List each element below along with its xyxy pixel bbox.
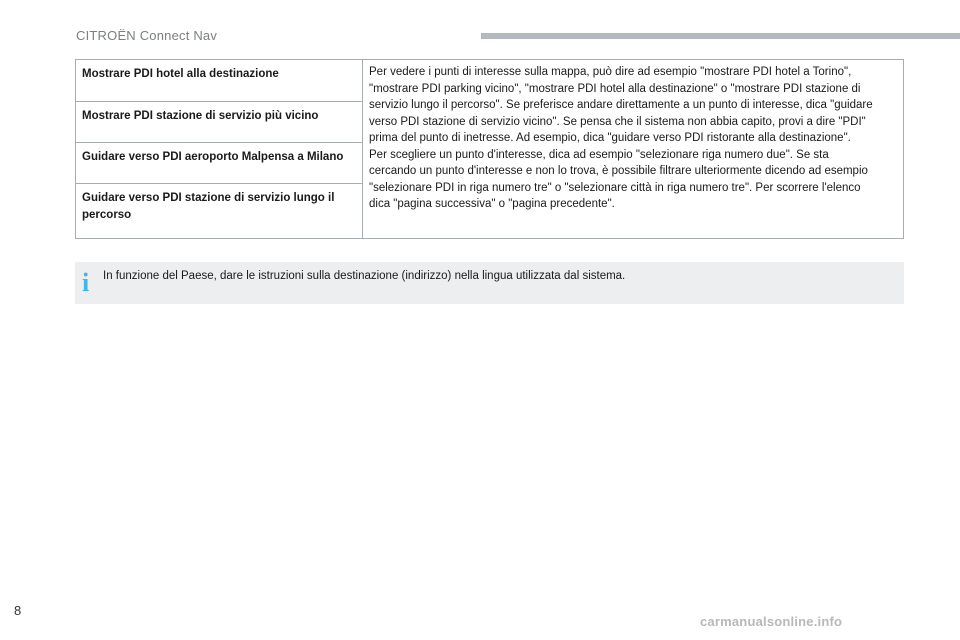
command-cell: Mostrare PDI stazione di servizio più vicino: [76, 102, 363, 143]
description-line: prima del punto di inetresse. Ad esempio, dica "guidare verso PDI ristorante alla destinazione".: [369, 132, 851, 144]
watermark: carmanualsonline.info: [700, 614, 843, 629]
description-line: "selezionare PDI in riga numero tre" o "selezionare città in riga numero tre". Per scorrere l'elenco: [369, 181, 861, 194]
command-cell: Guidare verso PDI aeroporto Malpensa a Milano: [76, 143, 363, 184]
note-text: In funzione del Paese, dare le istruzioni sulla destinazione (indirizzo) nella lingua utilizzata dal sistema.: [103, 270, 626, 282]
voice-commands-table: [75, 59, 904, 239]
info-note: [75, 262, 904, 304]
description-line: dica "pagina successiva" o "pagina precedente".: [369, 198, 615, 210]
description-line: Per vedere i punti di interesse sulla mappa, può dire ad esempio "mostrare PDI hotel a Torino",: [369, 66, 852, 78]
description-line: "mostrare PDI parking vicino", "mostrare PDI hotel alla destinazione" o "mostrare PDI stazione di: [369, 82, 861, 95]
description-line: servizio lungo il percorso". Se preferisce andare direttamente a un punto di interesse, dica "guidare: [369, 99, 873, 111]
description-line: cercando un punto d'interesse e non lo trova, è possibile filtrare ulteriormente dicendo ad esempio: [369, 165, 868, 177]
page-header-title: CITROËN Connect Nav: [76, 28, 218, 43]
header-bar: [481, 33, 960, 39]
description-line: Per scegliere un punto d'interesse, dica ad esempio "selezionare riga numero due". Se sta: [369, 148, 829, 161]
command-cell: Guidare verso PDI stazione di servizio lungo il percorso: [76, 184, 363, 239]
page-number: 8: [14, 603, 22, 618]
command-cell: Mostrare PDI hotel alla destinazione: [76, 60, 363, 102]
info-icon: i: [82, 268, 90, 297]
description-line: verso PDI stazione di servizio vicino". Se pensa che il sistema non abbia capito, provi a dire "PDI": [369, 115, 866, 128]
description-cell: [363, 60, 904, 239]
